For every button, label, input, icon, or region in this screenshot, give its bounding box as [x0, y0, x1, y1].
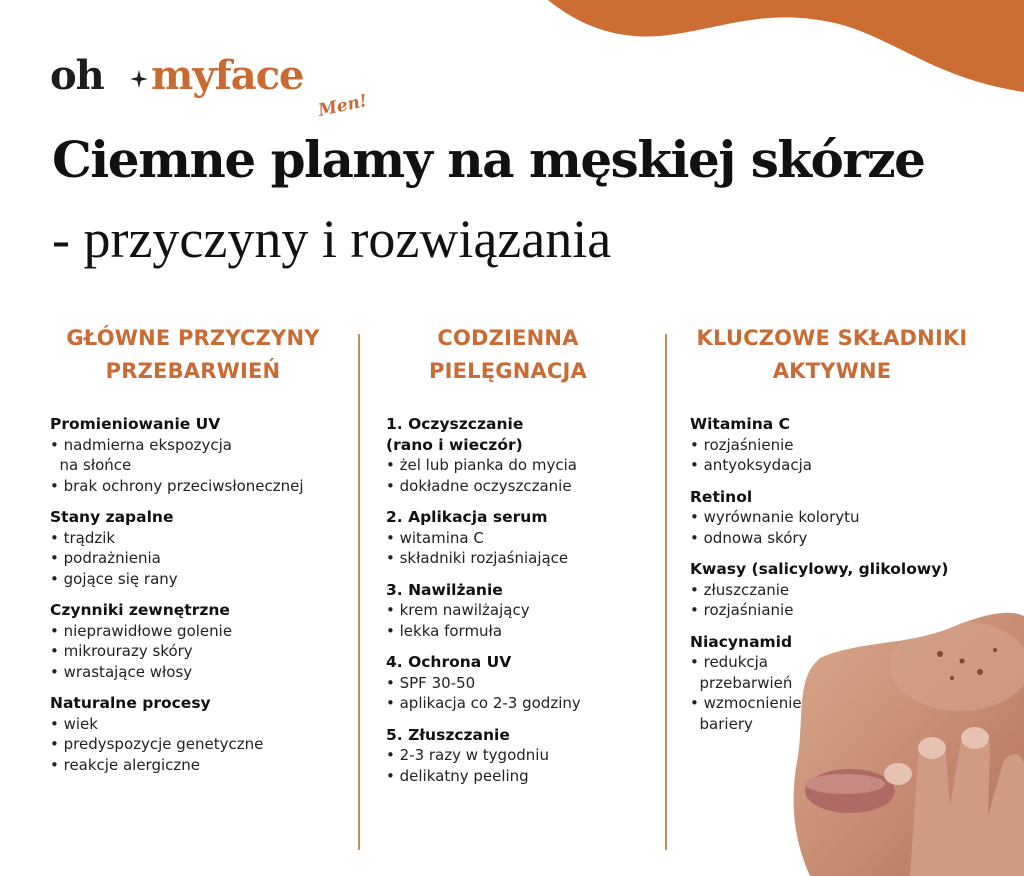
heading-line: CODZIENNA: [437, 326, 579, 350]
care-step: [386, 652, 646, 714]
group-title: Stany zapalne: [50, 508, 174, 526]
group-title: Promieniowanie UV: [50, 415, 221, 433]
column-heading: [690, 322, 974, 388]
list-item: • rozjaśnienie: [690, 435, 794, 454]
list-item: • trądzik: [50, 528, 116, 547]
heading-line: GŁÓWNE PRZYCZYNY: [66, 326, 320, 350]
list-item: • SPF 30-50: [386, 673, 476, 692]
list-item: • lekka formuła: [386, 621, 503, 640]
list-item: • mikrourazy skóry: [50, 642, 193, 660]
list-item: przebarwień: [690, 673, 793, 692]
page-title: Ciemne plamy na męskiej skórze: [52, 130, 925, 189]
step-title: 5. Złuszczanie: [386, 725, 510, 744]
list-item: • 2-3 razy w tygodniu: [386, 746, 549, 764]
list-item: • nadmierna ekspozycja: [50, 435, 232, 454]
ingredient-title: Kwasy (salicylowy, glikolowy): [690, 560, 949, 578]
list-item: • składniki rozjaśniające: [386, 549, 569, 567]
list-item: • wzmocnienie: [690, 694, 802, 712]
brand-logo: [50, 52, 370, 124]
list-item: • podrażnienia: [50, 549, 161, 567]
list-item: • gojące się rany: [50, 569, 178, 588]
list-item: • predyspozycje genetyczne: [50, 735, 264, 753]
step-title: 3. Nawilżanie: [386, 580, 503, 599]
step-title: 1. Oczyszczanie: [386, 415, 524, 433]
care-step: [386, 507, 646, 569]
group-title: Czynniki zewnętrzne: [50, 601, 230, 619]
care-step: [386, 414, 646, 496]
list-item: • złuszczanie: [690, 580, 790, 599]
list-item: • żel lub pianka do mycia: [386, 456, 577, 474]
list-item: • odnowa skóry: [690, 528, 808, 547]
ingredient-title: Witamina C: [690, 415, 791, 433]
cause-group: [50, 507, 350, 589]
column-heading: [386, 322, 630, 388]
cause-group: [50, 414, 350, 496]
heading-line: PRZEBARWIEŃ: [105, 359, 281, 383]
list-item: • reakcje alergiczne: [50, 755, 201, 774]
column-heading: [50, 322, 336, 388]
list-item: • aplikacja co 2-3 godziny: [386, 694, 581, 712]
step-subtitle: (rano i wieczór): [386, 435, 523, 454]
step-title: 4. Ochrona UV: [386, 653, 512, 671]
step-title: 2. Aplikacja serum: [386, 508, 548, 526]
list-item: na słońce: [50, 456, 132, 474]
heading-line: KLUCZOWE SKŁADNIKI: [696, 326, 968, 350]
list-item: • antyoksydacja: [690, 456, 812, 474]
list-item: • nieprawidłowe golenie: [50, 621, 233, 640]
cause-group: [50, 693, 350, 775]
ingredient-title: Niacynamid: [690, 632, 793, 651]
page-subtitle: - przyczyny i rozwiązania: [52, 209, 612, 269]
list-item: • brak ochrony przeciwsłonecznej: [50, 476, 304, 495]
care-step: [386, 725, 646, 787]
list-item: • wiek: [50, 714, 98, 733]
logo-men: Men!: [316, 91, 370, 121]
care-column: [386, 322, 646, 797]
group-title: Naturalne procesy: [50, 694, 211, 712]
list-item: • krem nawilżający: [386, 601, 530, 619]
column-divider: [358, 334, 360, 850]
list-item: • redukcja: [690, 653, 769, 671]
heading-line: PIELĘGNACJA: [428, 359, 588, 383]
skin-photo: [790, 606, 1024, 876]
list-item: • wrastające włosy: [50, 662, 193, 681]
list-item: • delikatny peeling: [386, 766, 529, 785]
causes-column: [50, 322, 350, 786]
cause-group: [50, 600, 350, 682]
list-item: • rozjaśnianie: [690, 601, 794, 619]
list-item: • dokładne oczyszczanie: [386, 476, 572, 495]
list-item: • wyrównanie kolorytu: [690, 508, 860, 526]
ingredient-title: Retinol: [690, 487, 753, 506]
ingredient-group: [690, 414, 980, 476]
ingredient-group: [690, 487, 980, 549]
list-item: bariery: [690, 714, 753, 733]
heading-line: AKTYWNE: [772, 359, 892, 383]
logo-myface: myface: [151, 52, 304, 99]
care-step: [386, 580, 646, 642]
column-divider: [665, 334, 667, 850]
logo-oh: oh: [50, 52, 104, 99]
sparkle-icon: [130, 70, 148, 88]
list-item: • witamina C: [386, 528, 484, 547]
